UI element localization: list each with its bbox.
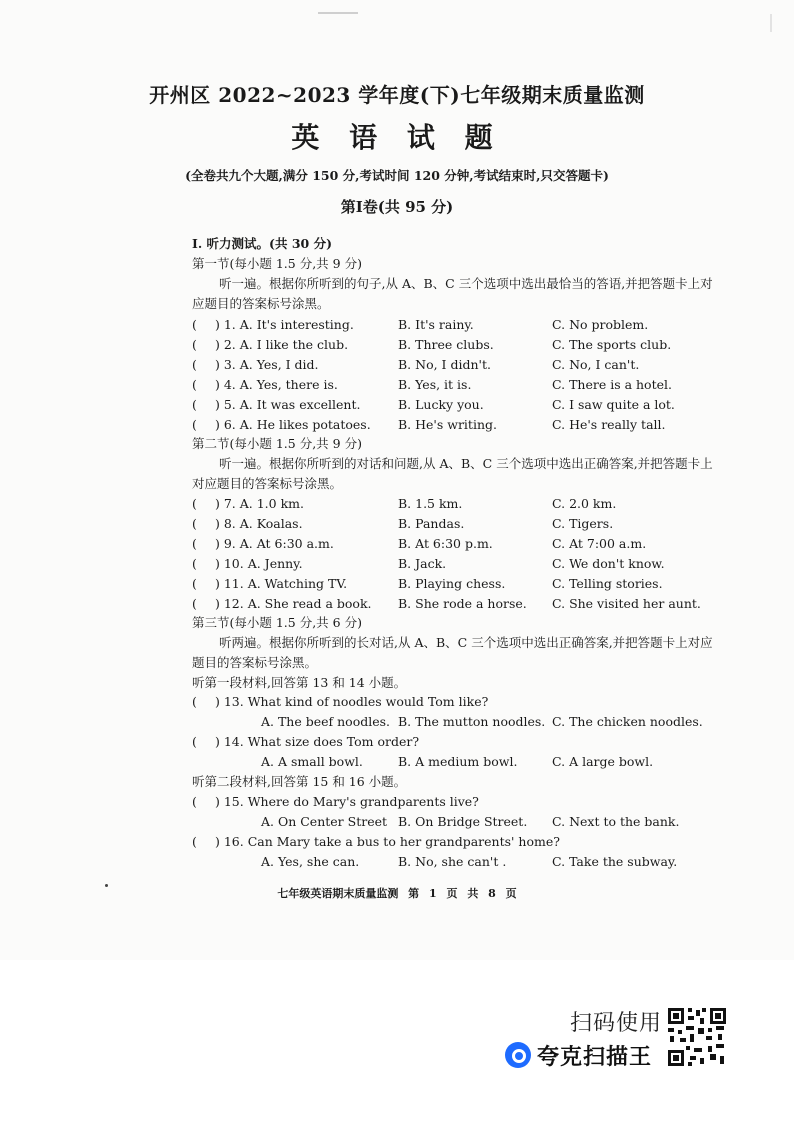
part3-instruction-cont: 题目的答案标号涂黑。 (192, 655, 318, 670)
page-footer: 七年级英语期末质量监测 第 1 页 共 8 页 (277, 887, 517, 900)
subject-title: 英 语 试 题 (291, 121, 503, 154)
question-row: ( ) 5. A. It was excellent. B. Lucky you. C. I saw quite a lot. (192, 397, 675, 412)
question-stem: ( ) 14. What size does Tom order? (192, 734, 420, 749)
question-options: A. The beef noodles. B. The mutton noodles. C. The chicken noodles. (261, 714, 703, 729)
part2-instruction: 听一遍。根据你所听到的对话和问题,从 A、B、C 三个选项中选出正确答案,并把答题卡上 (219, 456, 713, 471)
question-stem: ( ) 16. Can Mary take a bus to her grandparents' home? (192, 834, 560, 849)
brand-watermark (505, 1040, 652, 1070)
section-heading: Ⅰ. 听力测试。(共 30 分) (192, 236, 332, 251)
brand-name: 夸克扫描王 (537, 1044, 653, 1070)
question-row: ( ) 1. A. It's interesting. B. It's rainy. C. No problem. (192, 317, 649, 332)
question-row: ( ) 3. A. Yes, I did. B. No, I didn't. C. No, I can't. (192, 357, 640, 372)
question-row: ( ) 8. A. Koalas. B. Pandas. C. Tigers. (192, 516, 614, 531)
question-row: ( ) 2. A. I like the club. B. Three clubs. C. The sports club. (192, 337, 672, 352)
question-row: ( ) 6. A. He likes potatoes. B. He's writing. C. He's really tall. (192, 417, 666, 432)
question-row: ( ) 12. A. She read a book. B. She rode a horse. C. She visited her aunt. (192, 596, 701, 611)
scan-speck (105, 884, 108, 887)
volume-heading: 第Ⅰ卷(共 95 分) (340, 198, 454, 216)
scan-mark (318, 12, 358, 14)
question-options: A. A small bowl. B. A medium bowl. C. A large bowl. (261, 754, 654, 769)
scan-label: 扫码使用 (570, 1011, 663, 1036)
qr-code-icon[interactable] (666, 1006, 728, 1068)
part3-instruction: 听两遍。根据你所听到的长对话,从 A、B、C 三个选项中选出正确答案,并把答题卡上对应 (219, 635, 713, 650)
part2-instruction-cont: 对应题目的答案标号涂黑。 (192, 476, 343, 491)
exam-note: (全卷共九个大题,满分 150 分,考试时间 120 分钟,考试结束时,只交答题卡) (185, 168, 609, 183)
material-heading: 听第一段材料,回答第 13 和 14 小题。 (192, 675, 407, 690)
question-stem: ( ) 15. Where do Mary's grandparents live? (192, 794, 479, 809)
question-row: ( ) 10. A. Jenny. B. Jack. C. We don't know. (192, 556, 665, 571)
question-row: ( ) 9. A. At 6:30 a.m. B. At 6:30 p.m. C. At 7:00 a.m. (192, 536, 647, 551)
exam-title: 开州区 2022~2023 学年度(下)七年级期末质量监测 (149, 83, 645, 107)
question-row: ( ) 11. A. Watching TV. B. Playing chess. C. Telling stories. (192, 576, 663, 591)
part2-title: 第二节(每小题 1.5 分,共 9 分) (192, 436, 362, 451)
part1-instruction-cont: 应题目的答案标号涂黑。 (192, 296, 330, 311)
qr-code-graphic (666, 1006, 728, 1068)
part1-instruction: 听一遍。根据你所听到的句子,从 A、B、C 三个选项中选出最恰当的答语,并把答题卡上对 (219, 276, 713, 291)
question-stem: ( ) 13. What kind of noodles would Tom like? (192, 694, 489, 709)
scan-edge-mark (762, 14, 772, 32)
part3-title: 第三节(每小题 1.5 分,共 6 分) (192, 615, 362, 630)
material-heading: 听第二段材料,回答第 15 和 16 小题。 (192, 774, 407, 789)
question-row: ( ) 4. A. Yes, there is. B. Yes, it is. C. There is a hotel. (192, 377, 672, 392)
quark-logo-icon (505, 1042, 531, 1068)
question-row: ( ) 7. A. 1.0 km. B. 1.5 km. C. 2.0 km. (192, 496, 617, 511)
question-options: A. Yes, she can. B. No, she can't . C. Take the subway. (261, 854, 678, 869)
part1-title: 第一节(每小题 1.5 分,共 9 分) (192, 256, 362, 271)
question-options: A. On Center Street B. On Bridge Street. C. Next to the bank. (261, 814, 680, 829)
